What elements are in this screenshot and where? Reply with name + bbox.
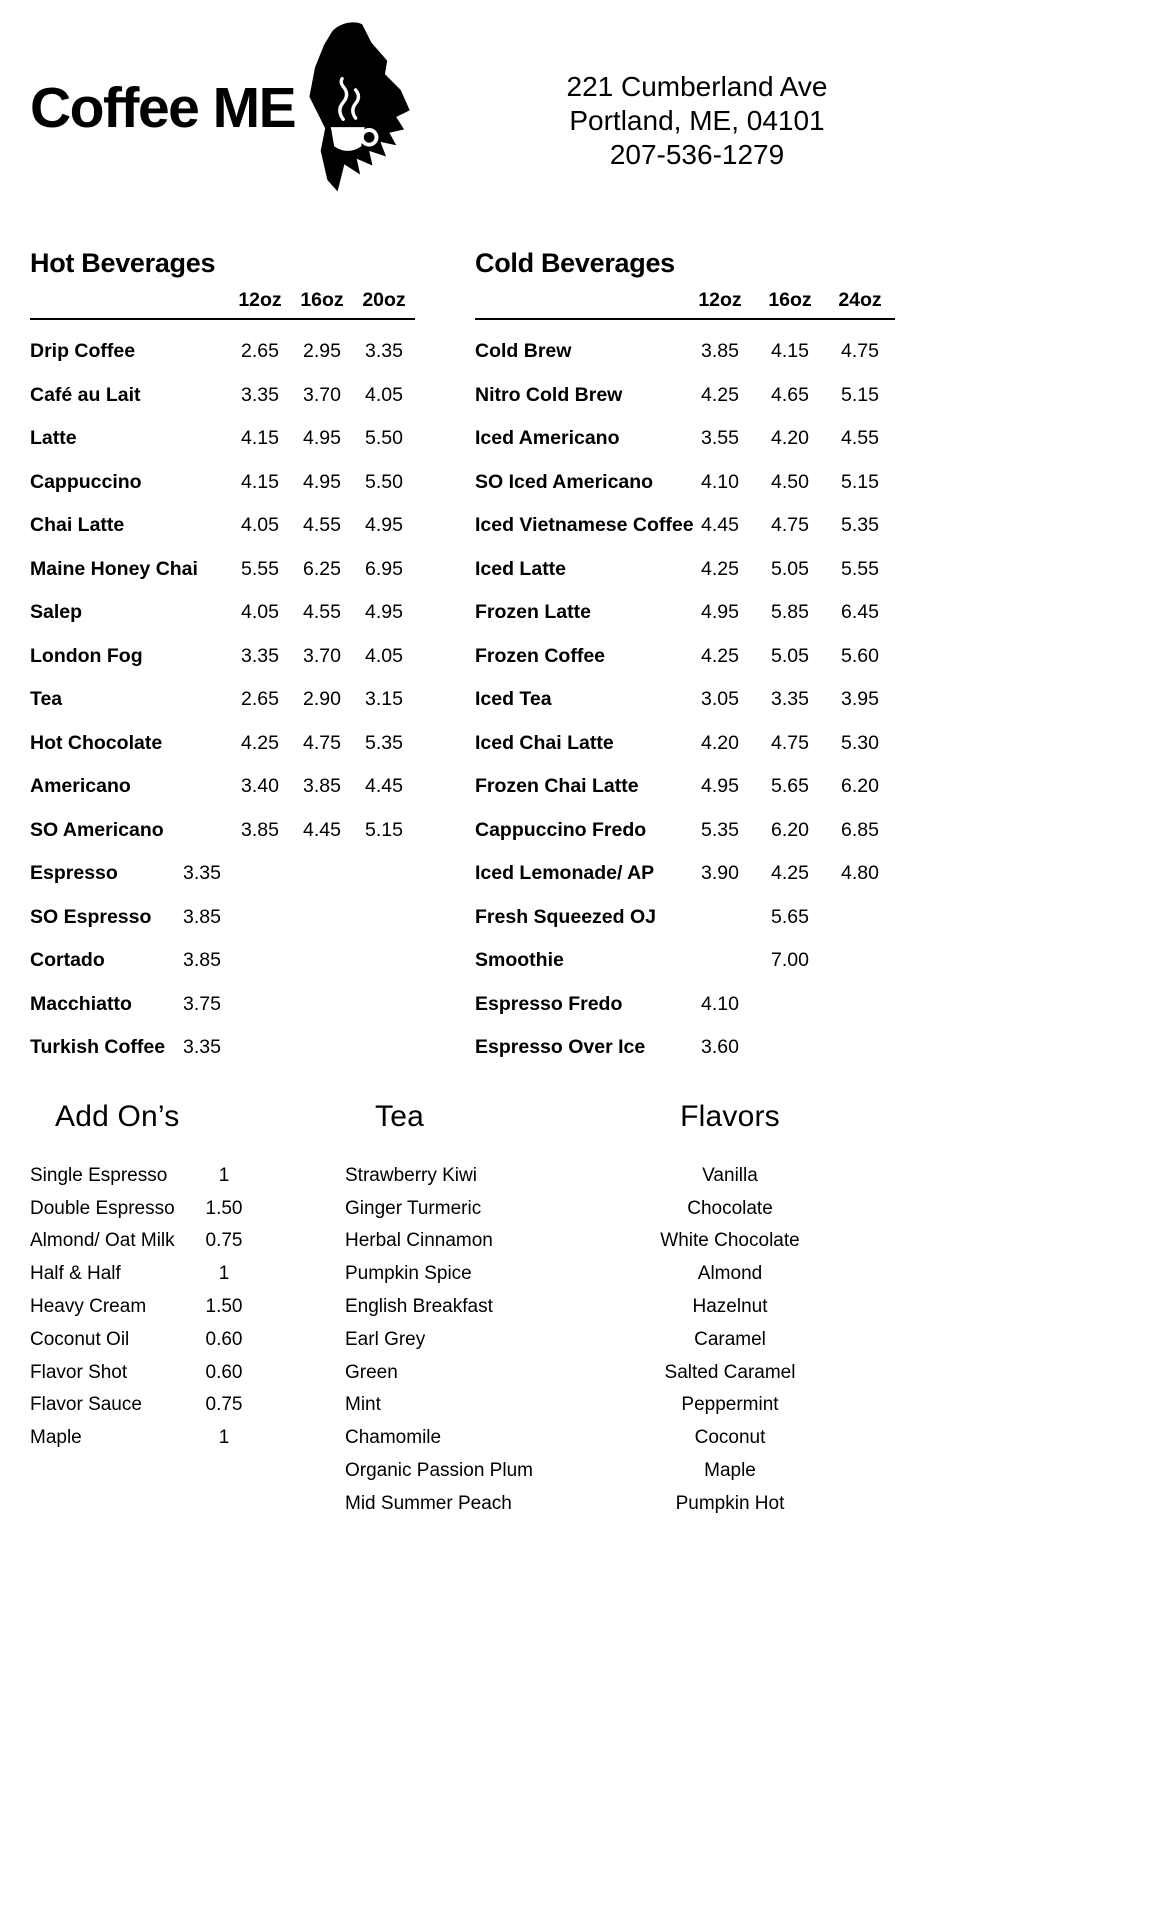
flavor-item: White Chocolate xyxy=(660,1230,800,1252)
item-name-cell xyxy=(475,601,685,624)
menu-item-row xyxy=(30,722,415,766)
addon-price: 0.60 xyxy=(205,1361,243,1383)
item-price-24oz: 6.45 xyxy=(841,601,879,624)
item-price-16oz: 4.75 xyxy=(771,731,809,754)
item-name-cell xyxy=(30,732,229,755)
cold-beverages-section xyxy=(475,248,895,1070)
item-price-24oz: 4.55 xyxy=(841,427,879,450)
menu-item-row xyxy=(475,635,895,679)
flavors-title: Flavors xyxy=(680,1099,780,1133)
item-price-24oz: 4.75 xyxy=(841,340,879,363)
item-price-16oz: 5.65 xyxy=(771,775,809,798)
item-price-12oz: 4.05 xyxy=(241,601,279,624)
item-name-cell xyxy=(30,645,229,668)
item-price-20oz: 4.05 xyxy=(365,644,403,667)
item-single-price: 3.85 xyxy=(183,905,221,928)
item-price-24oz: 4.80 xyxy=(841,862,879,885)
tea-item: Pumpkin Spice xyxy=(345,1263,472,1285)
addon-price: 0.75 xyxy=(205,1394,243,1416)
item-price-16oz: 4.95 xyxy=(303,427,341,450)
item-price-16oz: 4.95 xyxy=(303,470,341,493)
tea-item: Green xyxy=(345,1361,398,1383)
item-name-cell xyxy=(475,906,685,929)
item-name: Iced Chai Latte xyxy=(475,731,614,754)
tea-item: Earl Grey xyxy=(345,1328,426,1350)
item-price-20oz: 6.95 xyxy=(365,557,403,580)
menu-item-row xyxy=(475,809,895,853)
addon-item xyxy=(30,1258,310,1291)
item-name: Turkish Coffee xyxy=(30,1036,166,1059)
tea-list xyxy=(340,1160,620,1521)
item-price-16oz: 5.85 xyxy=(771,601,809,624)
address-line-1: 221 Cumberland Ave xyxy=(566,71,828,102)
addon-item xyxy=(30,1323,310,1356)
menu-item-row xyxy=(475,939,895,983)
item-price-16oz: 5.05 xyxy=(771,644,809,667)
flavor-item: Hazelnut xyxy=(692,1296,768,1318)
item-name: Macchiatto xyxy=(30,992,132,1015)
addon-item xyxy=(30,1160,310,1193)
addon-name: Single Espresso xyxy=(30,1164,168,1186)
flavor-item: Caramel xyxy=(694,1328,766,1350)
item-price-12oz: 3.85 xyxy=(701,340,739,363)
flavor-item: Almond xyxy=(697,1263,763,1285)
item-name-cell xyxy=(30,558,229,581)
item-name: Café au Lait xyxy=(30,383,141,406)
item-name-cell xyxy=(475,514,694,537)
item-price-16oz: 3.70 xyxy=(303,383,341,406)
addon-price: 1 xyxy=(218,1263,230,1285)
add-ons-title: Add On’s xyxy=(55,1099,180,1133)
item-price-20oz: 5.15 xyxy=(365,818,403,841)
addon-price: 1.50 xyxy=(205,1197,243,1219)
item-name: Iced Tea xyxy=(475,688,552,711)
item-price-16oz: 4.55 xyxy=(303,601,341,624)
item-name: Espresso xyxy=(30,862,118,885)
menu-item-row xyxy=(475,722,895,766)
item-price-16oz: 7.00 xyxy=(771,949,809,972)
item-name: Espresso Over Ice xyxy=(475,1036,646,1059)
addon-price: 0.75 xyxy=(205,1230,243,1252)
item-name: Salep xyxy=(30,601,83,624)
item-price-16oz: 4.75 xyxy=(771,514,809,537)
menu-item-row xyxy=(475,330,895,374)
item-single-price: 3.85 xyxy=(183,949,221,972)
tea-item: Herbal Cinnamon xyxy=(345,1230,493,1252)
item-price-24oz: 5.15 xyxy=(841,383,879,406)
item-name: Frozen Latte xyxy=(475,601,591,624)
item-price-12oz: 5.55 xyxy=(241,557,279,580)
item-name: Cortado xyxy=(30,949,105,972)
size-label-24oz: 24oz xyxy=(838,289,882,311)
header xyxy=(0,0,1166,234)
item-name: Iced Lemonade/ AP xyxy=(475,862,655,885)
item-price-12oz: 5.35 xyxy=(701,818,739,841)
item-name: Nitro Cold Brew xyxy=(475,383,623,406)
flavor-item: Peppermint xyxy=(681,1394,779,1416)
item-price-16oz: 4.20 xyxy=(771,427,809,450)
item-price-12oz: 4.25 xyxy=(701,644,739,667)
menu-item-row xyxy=(30,504,415,548)
menu-item-row xyxy=(30,678,415,722)
item-price-12oz: 3.35 xyxy=(241,644,279,667)
item-name-cell xyxy=(30,819,229,842)
item-price-16oz: 4.45 xyxy=(303,818,341,841)
menu-item-row xyxy=(30,548,415,592)
item-name: Tea xyxy=(30,688,63,711)
hot-beverages-list xyxy=(30,320,415,1070)
item-name: Iced Americano xyxy=(475,427,620,450)
item-price-16oz: 4.25 xyxy=(771,862,809,885)
flavor-item: Maple xyxy=(704,1460,756,1482)
item-name: Frozen Coffee xyxy=(475,644,606,667)
size-label-12oz: 12oz xyxy=(238,289,282,311)
size-label-20oz: 20oz xyxy=(362,289,406,311)
item-name-cell xyxy=(475,558,685,581)
tea-section xyxy=(340,1100,620,1521)
item-price-16oz: 4.50 xyxy=(771,470,809,493)
item-price-24oz: 5.30 xyxy=(841,731,879,754)
item-price-20oz: 3.15 xyxy=(365,688,403,711)
tea-item: Organic Passion Plum xyxy=(345,1460,533,1482)
item-name-cell xyxy=(475,732,685,755)
address-block xyxy=(512,70,882,172)
addon-name: Coconut Oil xyxy=(30,1328,130,1350)
size-label-16oz: 16oz xyxy=(300,289,344,311)
item-price-24oz: 5.35 xyxy=(841,514,879,537)
size-label-16oz: 16oz xyxy=(768,289,812,311)
item-name: SO Espresso xyxy=(30,905,152,928)
flavor-item: Chocolate xyxy=(687,1197,773,1219)
item-price-12oz: 4.45 xyxy=(701,514,739,537)
menu-item-row xyxy=(30,461,415,505)
item-price-12oz: 4.95 xyxy=(701,775,739,798)
item-price-24oz: 3.95 xyxy=(841,688,879,711)
tea-item: Mint xyxy=(345,1394,381,1416)
item-name-cell xyxy=(475,862,685,885)
item-name: Cold Brew xyxy=(475,340,572,363)
menu-item-row xyxy=(475,591,895,635)
menu-item-row xyxy=(475,765,895,809)
item-name: Cappuccino xyxy=(30,470,142,493)
menu-item-row xyxy=(475,1026,895,1070)
menu-item-row xyxy=(30,852,415,896)
item-price-16oz: 3.70 xyxy=(303,644,341,667)
item-price-20oz: 3.35 xyxy=(365,340,403,363)
item-name: Chai Latte xyxy=(30,514,125,537)
item-price-16oz: 2.90 xyxy=(303,688,341,711)
tea-item: Strawberry Kiwi xyxy=(345,1164,477,1186)
menu-item-row xyxy=(475,852,895,896)
menu-item-row xyxy=(30,417,415,461)
item-name: Iced Latte xyxy=(475,557,567,580)
flavor-item: Coconut xyxy=(694,1427,766,1449)
item-name: Hot Chocolate xyxy=(30,731,163,754)
flavor-item: Vanilla xyxy=(702,1164,758,1186)
item-price-12oz: 2.65 xyxy=(241,688,279,711)
item-name: Drip Coffee xyxy=(30,340,136,363)
menu-item-row xyxy=(30,591,415,635)
hot-size-header-row xyxy=(30,289,415,320)
item-price-12oz: 3.85 xyxy=(241,818,279,841)
size-label-12oz: 12oz xyxy=(698,289,742,311)
address-line-2: Portland, ME, 04101 xyxy=(569,105,825,136)
item-price-24oz: 5.60 xyxy=(841,644,879,667)
addon-item xyxy=(30,1389,310,1422)
logo-text: Coffee ME xyxy=(30,75,296,140)
addon-item xyxy=(30,1192,310,1225)
item-price-12oz: 3.60 xyxy=(701,1036,739,1059)
item-name-cell xyxy=(475,993,685,1016)
tea-title: Tea xyxy=(375,1099,424,1133)
menu-item-row xyxy=(475,374,895,418)
item-price-12oz: 4.05 xyxy=(241,514,279,537)
item-price-20oz: 4.45 xyxy=(365,775,403,798)
item-price-16oz: 5.65 xyxy=(771,905,809,928)
addon-name: Half & Half xyxy=(30,1263,121,1285)
menu-item-row xyxy=(30,765,415,809)
item-name-cell xyxy=(30,993,229,1016)
menu-item-row xyxy=(475,461,895,505)
add-ons-list xyxy=(30,1160,310,1455)
item-single-price: 3.35 xyxy=(183,1036,221,1059)
item-name: SO Iced Americano xyxy=(475,470,654,493)
menu-item-row xyxy=(30,330,415,374)
beverage-menu xyxy=(0,234,1166,1070)
item-price-12oz: 3.35 xyxy=(241,383,279,406)
item-price-20oz: 5.50 xyxy=(365,427,403,450)
item-name-cell xyxy=(475,1036,685,1059)
item-name-cell xyxy=(30,471,229,494)
item-name-cell xyxy=(475,340,685,363)
item-price-12oz: 4.25 xyxy=(701,557,739,580)
item-price-12oz: 4.10 xyxy=(701,992,739,1015)
item-name-cell xyxy=(30,514,229,537)
item-name-cell xyxy=(475,688,685,711)
item-name: Frozen Chai Latte xyxy=(475,775,639,798)
cold-beverages-title: Cold Beverages xyxy=(475,248,675,278)
item-name: SO Americano xyxy=(30,818,164,841)
item-price-12oz: 3.05 xyxy=(701,688,739,711)
item-price-20oz: 4.95 xyxy=(365,514,403,537)
addon-item xyxy=(30,1225,310,1258)
item-price-20oz: 4.05 xyxy=(365,383,403,406)
item-name-cell xyxy=(30,775,229,798)
addon-item xyxy=(30,1422,310,1455)
item-single-price: 3.35 xyxy=(183,862,221,885)
item-name-cell xyxy=(30,1036,229,1059)
menu-item-row xyxy=(475,548,895,592)
menu-item-row xyxy=(30,1026,415,1070)
item-name: Fresh Squeezed OJ xyxy=(475,905,656,928)
addon-item xyxy=(30,1356,310,1389)
menu-item-row xyxy=(30,983,415,1027)
item-price-12oz: 4.10 xyxy=(701,470,739,493)
flavor-item: Salted Caramel xyxy=(664,1361,796,1383)
flavor-item: Pumpkin Hot xyxy=(675,1492,785,1514)
item-name-cell xyxy=(30,427,229,450)
item-name-cell xyxy=(30,906,229,929)
menu-item-row xyxy=(30,635,415,679)
addon-price: 1 xyxy=(218,1164,230,1186)
item-price-12oz: 3.40 xyxy=(241,775,279,798)
item-name-cell xyxy=(475,775,685,798)
tea-item: English Breakfast xyxy=(345,1296,493,1318)
menu-item-row xyxy=(30,809,415,853)
item-name-cell xyxy=(475,471,685,494)
item-name-cell xyxy=(30,688,229,711)
item-name-cell xyxy=(30,862,229,885)
item-name: London Fog xyxy=(30,644,143,667)
item-name-cell xyxy=(475,645,685,668)
item-price-12oz: 3.90 xyxy=(701,862,739,885)
maine-state-coffee-cup-icon xyxy=(297,10,421,206)
item-price-20oz: 5.50 xyxy=(365,470,403,493)
item-single-price: 3.75 xyxy=(183,992,221,1015)
item-price-12oz: 4.15 xyxy=(241,427,279,450)
item-name: Cappuccino Fredo xyxy=(475,818,647,841)
item-price-16oz: 6.20 xyxy=(771,818,809,841)
item-price-24oz: 5.55 xyxy=(841,557,879,580)
flavors-list xyxy=(640,1160,820,1521)
item-price-24oz: 5.15 xyxy=(841,470,879,493)
hot-beverages-title: Hot Beverages xyxy=(30,248,216,278)
hot-beverages-section xyxy=(30,248,415,1070)
menu-item-row xyxy=(30,896,415,940)
item-name: Latte xyxy=(30,427,77,450)
item-price-16oz: 5.05 xyxy=(771,557,809,580)
cold-size-header-row xyxy=(475,289,895,320)
addon-name: Almond/ Oat Milk xyxy=(30,1230,175,1252)
item-name-cell xyxy=(475,427,685,450)
item-price-12oz: 2.65 xyxy=(241,340,279,363)
item-price-24oz: 6.20 xyxy=(841,775,879,798)
item-name: Iced Vietnamese Coffee xyxy=(475,514,694,537)
menu-item-row xyxy=(475,678,895,722)
item-name: Espresso Fredo xyxy=(475,992,623,1015)
menu-item-row xyxy=(475,896,895,940)
item-price-12oz: 4.15 xyxy=(241,470,279,493)
addon-name: Heavy Cream xyxy=(30,1296,147,1318)
addon-name: Maple xyxy=(30,1427,82,1449)
item-price-16oz: 4.65 xyxy=(771,383,809,406)
addon-name: Flavor Sauce xyxy=(30,1394,142,1416)
item-name: Maine Honey Chai xyxy=(30,557,198,580)
phone-number: 207-536-1279 xyxy=(609,139,785,170)
item-name-cell xyxy=(475,384,685,407)
cold-beverages-list xyxy=(475,320,895,1070)
item-price-20oz: 5.35 xyxy=(365,731,403,754)
menu-item-row xyxy=(475,417,895,461)
item-price-16oz: 3.35 xyxy=(771,688,809,711)
menu-item-row xyxy=(30,374,415,418)
item-price-16oz: 4.15 xyxy=(771,340,809,363)
tea-item: Chamomile xyxy=(345,1427,442,1449)
menu-item-row xyxy=(30,939,415,983)
addon-price: 1.50 xyxy=(205,1296,243,1318)
addon-item xyxy=(30,1291,310,1324)
addon-name: Double Espresso xyxy=(30,1197,175,1219)
menu-item-row xyxy=(475,504,895,548)
item-price-12oz: 4.95 xyxy=(701,601,739,624)
flavors-section xyxy=(640,1100,820,1521)
item-price-12oz: 4.20 xyxy=(701,731,739,754)
addon-name: Flavor Shot xyxy=(30,1361,128,1383)
item-price-16oz: 3.85 xyxy=(303,775,341,798)
item-name-cell xyxy=(475,819,685,842)
menu-item-row xyxy=(475,983,895,1027)
tea-item: Ginger Turmeric xyxy=(345,1197,482,1219)
item-price-12oz: 4.25 xyxy=(701,383,739,406)
item-name-cell xyxy=(30,384,229,407)
item-price-20oz: 4.95 xyxy=(365,601,403,624)
item-price-12oz: 3.55 xyxy=(701,427,739,450)
addon-price: 1 xyxy=(218,1427,230,1449)
item-price-16oz: 4.75 xyxy=(303,731,341,754)
tea-item: Mid Summer Peach xyxy=(345,1492,512,1514)
item-price-24oz: 6.85 xyxy=(841,818,879,841)
item-name: Americano xyxy=(30,775,131,798)
item-price-16oz: 2.95 xyxy=(303,340,341,363)
item-price-16oz: 6.25 xyxy=(303,557,341,580)
item-price-12oz: 4.25 xyxy=(241,731,279,754)
item-name-cell xyxy=(475,949,685,972)
addon-price: 0.60 xyxy=(205,1328,243,1350)
add-ons-section xyxy=(30,1100,310,1521)
item-name: Smoothie xyxy=(475,949,564,972)
item-name-cell xyxy=(30,949,229,972)
item-name-cell xyxy=(30,340,229,363)
item-name-cell xyxy=(30,601,229,624)
item-price-16oz: 4.55 xyxy=(303,514,341,537)
bottom-section xyxy=(0,1100,1166,1521)
